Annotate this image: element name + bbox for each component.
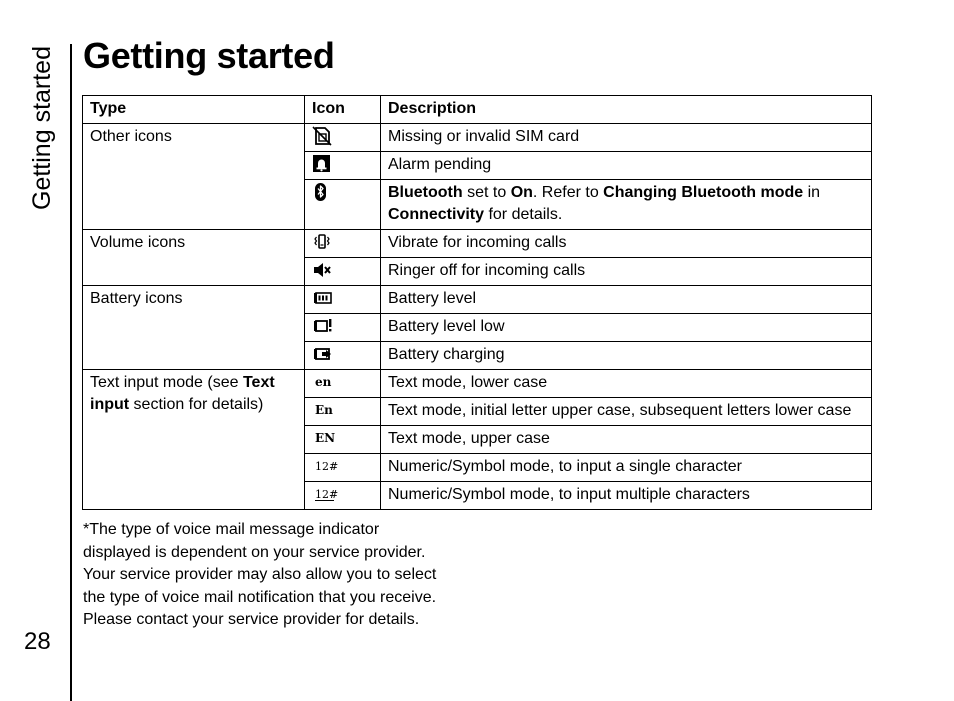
icon-label: EN — [315, 431, 336, 445]
icon-label: 12# — [315, 460, 339, 473]
row-description: Missing or invalid SIM card — [381, 124, 872, 152]
icon-cell — [305, 370, 381, 398]
alarm-pending-icon — [312, 154, 332, 174]
row-description — [381, 180, 872, 230]
row-description: Battery level — [381, 286, 872, 314]
footnote-line: the type of voice mail notification that you receive. — [83, 588, 437, 606]
row-description: Vibrate for incoming calls — [381, 230, 872, 258]
row-description: Text mode, initial letter upper case, subsequent letters lower case — [381, 398, 872, 426]
type-bold-text-input: Text input — [90, 374, 275, 413]
type-volume-icons: Volume icons — [83, 230, 305, 286]
table-row — [83, 230, 872, 258]
missing-sim-icon — [312, 126, 332, 146]
vibrate-icon — [312, 232, 332, 252]
numeric-multiple-icon — [312, 484, 340, 504]
numeric-single-icon — [312, 456, 340, 476]
desc-text: for details. — [484, 206, 563, 223]
icon-cell — [305, 124, 381, 152]
desc-text: . Refer to — [532, 184, 604, 201]
row-description: Text mode, upper case — [381, 426, 872, 454]
battery-charging-icon — [312, 344, 334, 364]
icon-label: En — [315, 403, 333, 417]
icon-table — [82, 95, 872, 510]
header-type: Type — [83, 96, 305, 124]
footnote-line: *The type of voice mail message indicator — [83, 521, 380, 538]
icon-cell — [305, 314, 381, 342]
icon-label: en — [315, 375, 332, 389]
row-description: Alarm pending — [381, 152, 872, 180]
icon-cell — [305, 342, 381, 370]
text-mode-lower-icon — [312, 372, 338, 392]
icon-cell — [305, 152, 381, 180]
text-mode-upper-icon — [312, 428, 338, 448]
icon-cell — [305, 286, 381, 314]
type-battery-icons: Battery icons — [83, 286, 305, 370]
header-icon: Icon — [305, 96, 381, 124]
desc-bold-changing-bluetooth-mode: Changing Bluetooth mode — [603, 184, 804, 201]
footnote-line: Please contact your service provider for details. — [83, 611, 420, 628]
desc-text: set to — [462, 184, 511, 201]
row-description: Ringer off for incoming calls — [381, 258, 872, 286]
table-row — [83, 124, 872, 152]
type-other-icons: Other icons — [83, 124, 305, 230]
icon-cell — [305, 258, 381, 286]
type-text: Text input mode (see — [90, 374, 243, 391]
desc-text: in — [803, 184, 821, 201]
side-tab-label: Getting started — [27, 46, 56, 210]
footnote-line: displayed is dependent on your service provider. — [83, 543, 426, 561]
type-text: section for details) — [129, 396, 264, 413]
icon-cell — [305, 426, 381, 454]
row-description: Battery charging — [381, 342, 872, 370]
row-description: Numeric/Symbol mode, to input multiple characters — [381, 482, 872, 510]
table-row — [83, 286, 872, 314]
bluetooth-icon — [312, 182, 332, 202]
side-tab — [19, 46, 65, 226]
page-number: 28 — [24, 628, 51, 655]
row-description: Text mode, lower case — [381, 370, 872, 398]
desc-bold-connectivity: Connectivity — [388, 206, 485, 223]
desc-bold-on: On — [510, 184, 533, 201]
text-mode-initial-upper-icon — [312, 400, 338, 420]
header-description: Description — [381, 96, 872, 124]
icon-cell — [305, 454, 381, 482]
footnote — [83, 519, 468, 632]
ringer-off-icon — [312, 260, 332, 280]
footnote-line: Your service provider may also allow you to select — [83, 566, 437, 583]
battery-level-icon — [312, 288, 334, 308]
battery-low-icon — [312, 316, 334, 336]
type-text-input-mode — [83, 370, 305, 510]
row-description: Numeric/Symbol mode, to input a single character — [381, 454, 872, 482]
icon-cell — [305, 482, 381, 510]
side-rule — [70, 44, 72, 701]
row-description: Battery level low — [381, 314, 872, 342]
icon-cell — [305, 230, 381, 258]
icon-label: 12# — [315, 488, 339, 501]
icon-cell — [305, 398, 381, 426]
page-title: Getting started — [83, 35, 335, 76]
icon-cell — [305, 180, 381, 230]
desc-bold-bluetooth: Bluetooth — [388, 184, 463, 201]
table-header-row — [83, 96, 872, 124]
table-row — [83, 370, 872, 398]
